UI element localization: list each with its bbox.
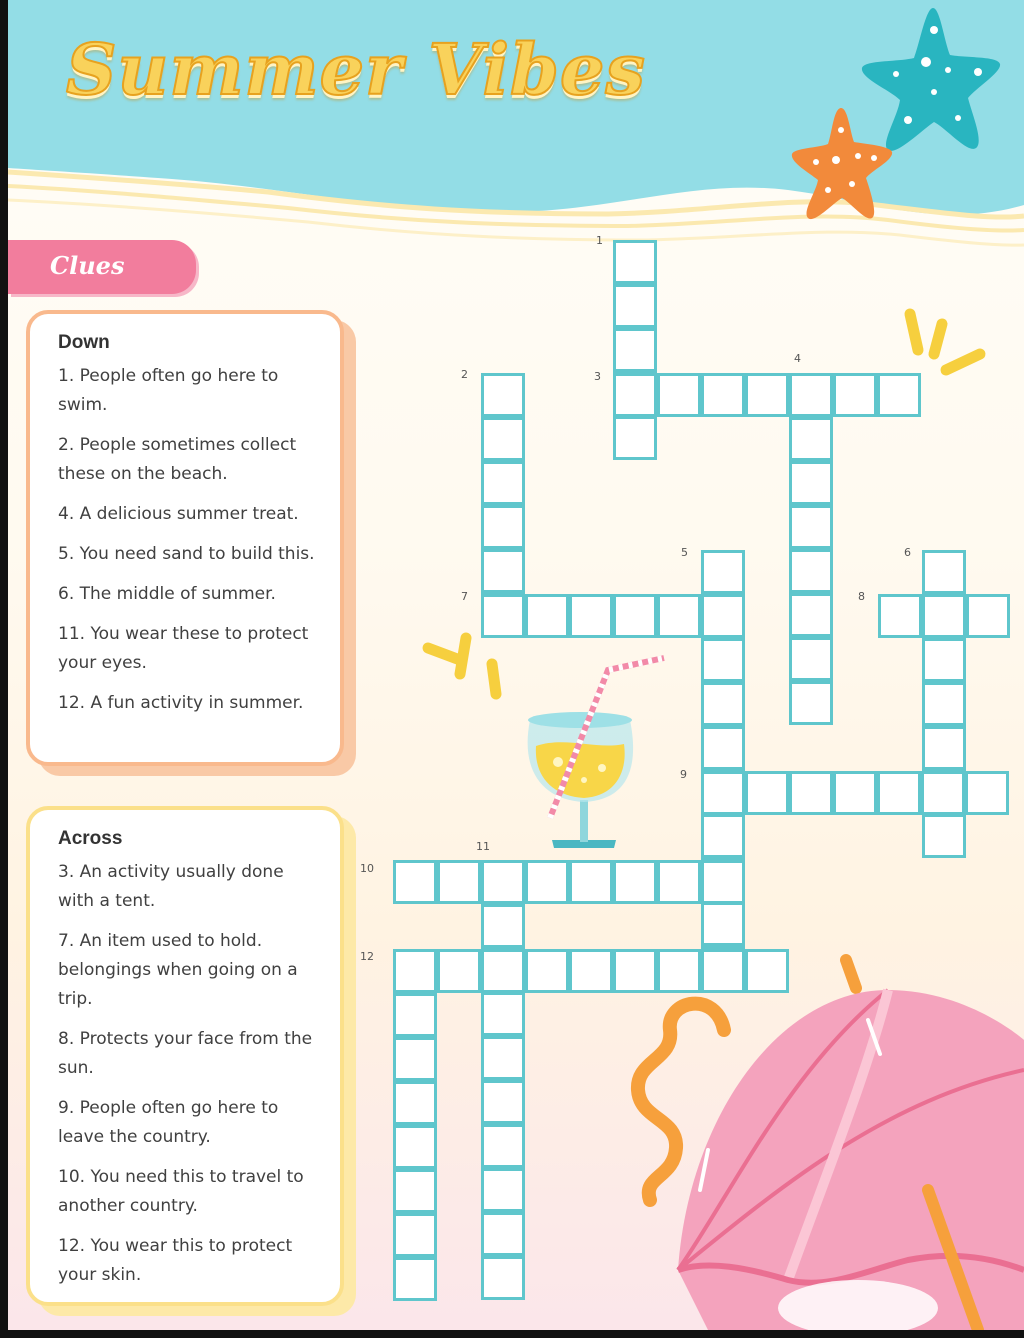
crossword-cell[interactable]	[657, 594, 701, 638]
crossword-cell[interactable]	[701, 771, 745, 815]
crossword-cell[interactable]	[481, 1036, 525, 1080]
grid-number-5: 5	[681, 546, 688, 559]
down-clue-11: 11. You wear these to protect your eyes.	[58, 624, 309, 673]
crossword-cell[interactable]	[833, 771, 877, 815]
crossword-cell[interactable]	[789, 417, 833, 461]
crossword-cell[interactable]	[921, 771, 965, 815]
crossword-cell[interactable]	[613, 240, 657, 284]
crossword-cell[interactable]	[878, 594, 922, 638]
crossword-cell[interactable]	[481, 373, 525, 417]
crossword-cell[interactable]	[525, 594, 569, 638]
crossword-cell[interactable]	[789, 771, 833, 815]
grid-number-3: 3	[594, 370, 601, 383]
crossword-cell[interactable]	[481, 549, 525, 593]
grid-number-10: 10	[360, 862, 374, 875]
grid-number-2: 2	[461, 368, 468, 381]
crossword-cell[interactable]	[481, 992, 525, 1036]
crossword-cell[interactable]	[922, 682, 966, 726]
crossword-cell[interactable]	[701, 594, 745, 638]
crossword-cell[interactable]	[701, 682, 745, 726]
crossword-cell[interactable]	[613, 949, 657, 993]
down-clue-5: 5. You need sand to build this.	[58, 544, 315, 564]
crossword-cell[interactable]	[481, 904, 525, 948]
crossword-cell[interactable]	[745, 949, 789, 993]
crossword-cell[interactable]	[922, 550, 966, 594]
down-clue-6: 6. The middle of summer.	[58, 584, 276, 604]
crossword-cell[interactable]	[701, 902, 745, 946]
page-title: Summer Vibes	[66, 28, 646, 111]
crossword-cell[interactable]	[922, 594, 966, 638]
grid-number-12: 12	[360, 950, 374, 963]
crossword-cell[interactable]	[481, 1168, 525, 1212]
crossword-cell[interactable]	[569, 860, 613, 904]
crossword-cell[interactable]	[481, 1080, 525, 1124]
crossword-cell[interactable]	[437, 860, 481, 904]
crossword-cell[interactable]	[393, 1213, 437, 1257]
crossword-cell[interactable]	[613, 284, 657, 328]
grid-number-8: 8	[858, 590, 865, 603]
crossword-cell[interactable]	[613, 373, 657, 417]
worksheet-page	[8, 0, 1024, 1330]
crossword-cell[interactable]	[525, 860, 569, 904]
crossword-cell[interactable]	[789, 593, 833, 637]
crossword-cell[interactable]	[789, 637, 833, 681]
across-clue-9: 9. People often go here to leave the country.	[58, 1098, 279, 1147]
crossword-cell[interactable]	[877, 771, 921, 815]
crossword-cell[interactable]	[393, 1081, 437, 1125]
crossword-cell[interactable]	[701, 726, 745, 770]
crossword-cell[interactable]	[393, 860, 437, 904]
grid-number-4: 4	[794, 352, 801, 365]
grid-number-1: 1	[596, 234, 603, 247]
crossword-cell[interactable]	[393, 1169, 437, 1213]
crossword-cell[interactable]	[657, 949, 701, 993]
crossword-cell[interactable]	[922, 638, 966, 682]
crossword-cell[interactable]	[789, 373, 833, 417]
grid-number-6: 6	[904, 546, 911, 559]
crossword-cell[interactable]	[613, 416, 657, 460]
grid-number-7: 7	[461, 590, 468, 603]
down-heading: Down	[58, 332, 110, 353]
crossword-cell[interactable]	[569, 949, 613, 993]
crossword-cell[interactable]	[393, 993, 437, 1037]
crossword-cell[interactable]	[393, 1257, 437, 1301]
crossword-cell[interactable]	[922, 726, 966, 770]
crossword-cell[interactable]	[481, 949, 525, 993]
crossword-cell[interactable]	[613, 328, 657, 372]
crossword-cell[interactable]	[789, 461, 833, 505]
crossword-cell[interactable]	[481, 1212, 525, 1256]
across-clue-3: 3. An activity usually done with a tent.	[58, 862, 284, 911]
crossword-cell[interactable]	[657, 860, 701, 904]
crossword-cell[interactable]	[745, 771, 789, 815]
crossword-cell[interactable]	[701, 638, 745, 682]
across-clue-10: 10. You need this to travel to another country.	[58, 1167, 304, 1216]
down-clue-4: 4. A delicious summer treat.	[58, 504, 299, 524]
crossword-cell[interactable]	[525, 949, 569, 993]
crossword-cell[interactable]	[481, 1124, 525, 1168]
crossword-cell[interactable]	[657, 373, 701, 417]
crossword-cell[interactable]	[481, 860, 525, 904]
crossword-cell[interactable]	[481, 461, 525, 505]
crossword-cell[interactable]	[481, 594, 525, 638]
clues-label: Clues	[50, 251, 125, 280]
crossword-cell[interactable]	[393, 1037, 437, 1081]
crossword-cell[interactable]	[833, 373, 877, 417]
crossword-cell[interactable]	[393, 949, 437, 993]
crossword-cell[interactable]	[965, 771, 1009, 815]
crossword-cell[interactable]	[966, 594, 1010, 638]
crossword-grid	[8, 0, 1024, 1330]
crossword-cell[interactable]	[613, 594, 657, 638]
down-clue-12: 12. A fun activity in summer.	[58, 693, 304, 713]
down-clue-2: 2. People sometimes collect these on the beach.	[58, 435, 297, 484]
across-clue-8: 8. Protects your face from the sun.	[58, 1029, 313, 1078]
crossword-cell[interactable]	[701, 373, 745, 417]
crossword-cell[interactable]	[613, 860, 657, 904]
across-clue-12: 12. You wear this to protect your skin.	[58, 1236, 293, 1285]
crossword-cell[interactable]	[877, 373, 921, 417]
crossword-cell[interactable]	[393, 1125, 437, 1169]
crossword-cell[interactable]	[789, 549, 833, 593]
crossword-cell[interactable]	[789, 681, 833, 725]
crossword-cell[interactable]	[745, 373, 789, 417]
crossword-cell[interactable]	[701, 860, 745, 904]
crossword-cell[interactable]	[481, 505, 525, 549]
crossword-cell[interactable]	[437, 949, 481, 993]
crossword-cell[interactable]	[481, 417, 525, 461]
crossword-cell[interactable]	[922, 814, 966, 858]
crossword-cell[interactable]	[701, 550, 745, 594]
crossword-cell[interactable]	[789, 505, 833, 549]
crossword-cell[interactable]	[701, 949, 745, 993]
grid-number-9: 9	[680, 768, 687, 781]
crossword-cell[interactable]	[481, 1256, 525, 1300]
crossword-cell[interactable]	[569, 594, 613, 638]
crossword-cell[interactable]	[701, 814, 745, 858]
down-clue-1: 1. People often go here to swim.	[58, 366, 279, 415]
across-clue-7: 7. An item used to hold. belongings when going on a trip.	[58, 931, 298, 1009]
across-heading: Across	[58, 828, 123, 849]
grid-number-11: 11	[476, 840, 490, 853]
